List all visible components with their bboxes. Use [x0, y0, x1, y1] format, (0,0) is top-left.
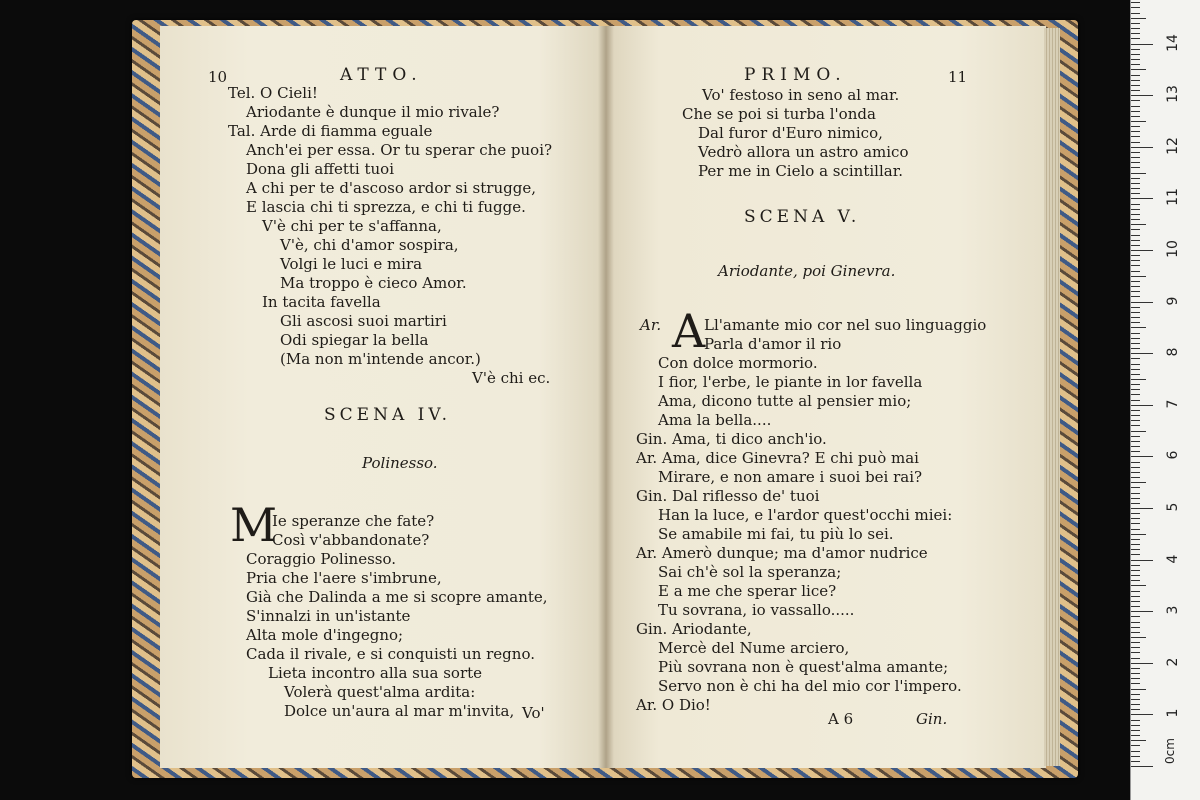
- ruler-tick: [1131, 751, 1140, 752]
- ruler-tick: [1131, 317, 1140, 318]
- ruler-tick: [1131, 312, 1140, 313]
- ruler-tick: [1131, 384, 1140, 385]
- verse-line: Che se poi si turba l'onda: [682, 105, 876, 123]
- verse-line: Gin. Ama, ti dico anch'io.: [636, 430, 827, 448]
- ruler-number: 2: [1165, 657, 1181, 667]
- ruler-tick: [1131, 761, 1140, 762]
- ruler-tick: [1131, 358, 1140, 359]
- ruler-tick: [1131, 493, 1140, 494]
- ruler-tick: [1131, 467, 1140, 468]
- ruler-tick: [1131, 400, 1140, 401]
- verse-line: Con dolce mormorio.: [658, 354, 818, 372]
- ruler-tick: [1131, 369, 1140, 370]
- ruler-tick: [1131, 730, 1140, 731]
- ruler-tick: [1131, 544, 1140, 545]
- ruler-tick: [1131, 668, 1140, 669]
- right-page: [606, 26, 1046, 768]
- ruler-tick: [1131, 271, 1140, 272]
- verse-line: Ll'amante mio cor nel suo linguaggio: [704, 316, 987, 334]
- ruler-tick: [1131, 281, 1140, 282]
- ruler-tick: [1131, 745, 1140, 746]
- verse-line: Gin. Ariodante,: [636, 620, 752, 638]
- verse-line: Ama la bella....: [658, 411, 772, 429]
- ruler-tick: [1131, 255, 1140, 256]
- ruler-tick: [1131, 38, 1140, 39]
- ruler-tick: [1131, 513, 1140, 514]
- ruler-tick: [1131, 374, 1140, 375]
- verse-line: Vedrò allora un astro amico: [698, 143, 909, 161]
- ruler-tick: [1131, 152, 1140, 153]
- ruler-tick: [1131, 33, 1140, 34]
- ruler-tick: [1131, 343, 1140, 344]
- verse-line: Coraggio Polinesso.: [246, 550, 396, 568]
- verse-line: Già che Dalinda a me si scopre amante,: [246, 588, 548, 606]
- verse-line: Gli ascosi suoi martiri: [280, 312, 447, 330]
- verse-line: Mirare, e non amare i suoi bei rai?: [658, 468, 923, 486]
- ruler-tick: [1131, 689, 1146, 690]
- ruler-number: [1165, 0, 1181, 3]
- ruler-tick: [1131, 353, 1153, 354]
- verse-line: Servo non è chi ha del mio cor l'impero.: [658, 677, 962, 695]
- ruler-tick: [1131, 714, 1153, 715]
- left-page: [160, 26, 606, 768]
- ruler-tick: [1131, 415, 1140, 416]
- ruler-tick: [1131, 167, 1140, 168]
- ruler-tick: [1131, 498, 1140, 499]
- verse-line: Ie speranze che fate?: [272, 512, 435, 530]
- scene-character: Polinesso.: [362, 454, 438, 472]
- ruler-tick: [1131, 529, 1140, 530]
- verse-line: Ma troppo è cieco Amor.: [280, 274, 467, 292]
- book-gutter: [598, 26, 614, 768]
- ruler-tick: [1131, 642, 1140, 643]
- ruler-tick: [1131, 121, 1146, 122]
- ruler-tick: [1131, 611, 1153, 612]
- ruler-tick: [1131, 622, 1140, 623]
- left-page-header: ATTO.: [340, 65, 423, 85]
- ruler-tick: [1131, 209, 1140, 210]
- ruler-tick: [1131, 389, 1140, 390]
- verse-line: Volgi le luci e mira: [280, 255, 423, 273]
- ruler-tick: [1131, 606, 1140, 607]
- ruler-tick: [1131, 709, 1140, 710]
- ruler-tick: [1131, 224, 1146, 225]
- drop-cap: A: [672, 304, 706, 358]
- verse-line: Tal. Arde di fiamma eguale: [228, 122, 433, 140]
- ruler-tick: [1131, 348, 1140, 349]
- verse-line: Odi spiegar la bella: [280, 331, 429, 349]
- ruler-tick: [1131, 580, 1140, 581]
- page-edges: [1044, 28, 1060, 766]
- ruler-tick: [1131, 658, 1140, 659]
- verse-line: Dolce un'aura al mar m'invita,: [284, 702, 515, 720]
- ruler-tick: [1131, 637, 1146, 638]
- verse-line: Cada il rivale, e si conquisti un regno.: [246, 645, 535, 663]
- ruler-tick: [1131, 307, 1140, 308]
- ruler-tick: [1131, 591, 1140, 592]
- verse-line: In tacita favella: [262, 293, 381, 311]
- verse-line: V'è, chi d'amor sospira,: [280, 236, 459, 254]
- ruler-tick: [1131, 193, 1140, 194]
- ruler-tick: [1131, 245, 1140, 246]
- ruler-tick: [1131, 420, 1140, 421]
- ruler-tick: [1131, 219, 1140, 220]
- ruler-tick: [1131, 173, 1146, 174]
- ruler-tick: [1131, 204, 1140, 205]
- ruler-tick: [1131, 116, 1140, 117]
- verse-line: Così v'abbandonate?: [272, 531, 430, 549]
- ruler-number: 1: [1165, 708, 1181, 718]
- ruler-tick: [1131, 18, 1146, 19]
- ruler-tick: [1131, 379, 1146, 380]
- ruler-tick: [1131, 694, 1140, 695]
- ruler-tick: [1131, 632, 1140, 633]
- ruler-tick: [1131, 549, 1140, 550]
- ruler-tick: [1131, 90, 1140, 91]
- verse-line: Dona gli affetti tuoi: [246, 160, 395, 178]
- ruler-tick: [1131, 260, 1140, 261]
- ruler-tick: [1131, 28, 1140, 29]
- verse-line: Per me in Cielo a scintillar.: [698, 162, 903, 180]
- ruler-tick: [1131, 766, 1153, 767]
- ruler-tick: [1131, 59, 1140, 60]
- verse-line: V'è chi per te s'affanna,: [262, 217, 442, 235]
- ruler-tick: [1131, 735, 1140, 736]
- ruler-tick: [1131, 487, 1140, 488]
- verse-line: Volerà quest'alma ardita:: [284, 683, 476, 701]
- ruler-tick: [1131, 503, 1140, 504]
- ruler-tick: [1131, 106, 1140, 107]
- ruler-tick: [1131, 678, 1140, 679]
- drop-cap: M: [230, 498, 278, 552]
- verse-line: A chi per te d'ascoso ardor si strugge,: [246, 179, 536, 197]
- ruler-tick: [1131, 652, 1140, 653]
- ruler-number: 4: [1165, 554, 1181, 564]
- ruler-tick: [1131, 518, 1140, 519]
- ruler-tick: [1131, 302, 1153, 303]
- verse-line: Tel. O Cieli!: [228, 84, 318, 102]
- ruler-tick: [1131, 286, 1140, 287]
- ruler-tick: [1131, 570, 1140, 571]
- scene-title: SCENA V.: [744, 207, 861, 227]
- ruler-tick: [1131, 575, 1140, 576]
- ruler-tick: [1131, 80, 1140, 81]
- verse-line: Più sovrana non è quest'alma amante;: [658, 658, 949, 676]
- verse-line: Ar. Amerò dunque; ma d'amor nudrice: [636, 544, 928, 562]
- ruler-tick: [1131, 425, 1140, 426]
- catchword: Vo': [522, 704, 545, 722]
- ruler-tick: [1131, 75, 1140, 76]
- ruler-tick: [1131, 111, 1140, 112]
- ruler-tick: [1131, 720, 1140, 721]
- ruler-number: 13: [1165, 85, 1181, 104]
- ruler-tick: [1131, 647, 1140, 648]
- ruler-tick: [1131, 250, 1153, 251]
- ruler-tick: [1131, 183, 1140, 184]
- verse-line: Alta mole d'ingegno;: [246, 626, 404, 644]
- verse-line: Gin. Dal riflesso de' tuoi: [636, 487, 820, 505]
- ruler-tick: [1131, 446, 1140, 447]
- verse-line: Pria che l'aere s'imbrune,: [246, 569, 442, 587]
- ruler-tick: [1131, 291, 1140, 292]
- verse-line: E a me che sperar lice?: [658, 582, 837, 600]
- ruler-number: 11: [1165, 188, 1181, 207]
- ruler-tick: [1131, 441, 1140, 442]
- ruler-tick: [1131, 565, 1140, 566]
- ruler-tick: [1131, 394, 1140, 395]
- verse-line: Parla d'amor il rio: [704, 335, 842, 353]
- ruler-tick: [1131, 162, 1140, 163]
- verse-line: S'innalzi in un'istante: [246, 607, 411, 625]
- ruler-tick: [1131, 131, 1140, 132]
- ruler-tick: [1131, 472, 1140, 473]
- ruler-number: 8: [1165, 347, 1181, 357]
- ruler-tick: [1131, 663, 1153, 664]
- ruler-tick: [1131, 2, 1140, 3]
- ruler-number: 10: [1165, 240, 1181, 258]
- ruler-tick: [1131, 188, 1140, 189]
- ruler-tick: [1131, 451, 1140, 452]
- verse-line: Han la luce, e l'ardor quest'occhi miei:: [658, 506, 953, 524]
- ruler-tick: [1131, 64, 1140, 65]
- verse-line: Ariodante è dunque il mio rivale?: [246, 103, 500, 121]
- ruler-tick: [1131, 364, 1140, 365]
- ruler-tick: [1131, 508, 1153, 509]
- speaker-label: Ar.: [640, 316, 662, 334]
- ruler-number: 3: [1165, 605, 1181, 615]
- ruler-tick: [1131, 100, 1140, 101]
- ruler-tick: [1131, 322, 1140, 323]
- ruler-tick: [1131, 560, 1153, 561]
- verse-line: Vo' festoso in seno al mar.: [702, 86, 900, 104]
- ruler-number: 14: [1165, 33, 1181, 52]
- right-page-number: 11: [948, 68, 968, 86]
- ruler-tick: [1131, 405, 1153, 406]
- ruler-tick: [1131, 13, 1140, 14]
- ruler-tick: [1131, 265, 1140, 266]
- ruler-tick: [1131, 539, 1140, 540]
- ruler-tick: [1131, 596, 1140, 597]
- ruler-tick: [1131, 126, 1140, 127]
- verse-line: Dal furor d'Euro nimico,: [698, 124, 883, 142]
- ruler-tick: [1131, 431, 1146, 432]
- ruler-number: 9: [1165, 296, 1181, 306]
- ruler-tick: [1131, 49, 1140, 50]
- scene-title: SCENA IV.: [324, 405, 452, 425]
- verse-line: Se amabile mi fai, tu più lo sei.: [658, 525, 894, 543]
- ruler-tick: [1131, 136, 1140, 137]
- ruler-tick: [1131, 214, 1140, 215]
- ruler-tick: [1131, 142, 1140, 143]
- ruler-tick: [1131, 276, 1146, 277]
- verse-line: Ama, dicono tutte al pensier mio;: [658, 392, 912, 410]
- ruler-number: 6: [1165, 450, 1181, 460]
- ruler-tick: [1131, 410, 1140, 411]
- ruler-tick: [1131, 95, 1153, 96]
- ruler-tick: [1131, 54, 1140, 55]
- ruler-number: 12: [1165, 136, 1181, 155]
- ruler-tick: [1131, 157, 1140, 158]
- ruler-tick: [1131, 229, 1140, 230]
- ruler-tick: [1131, 534, 1146, 535]
- ruler-tick: [1131, 333, 1140, 334]
- verse-line: I fior, l'erbe, le piante in lor favella: [658, 373, 923, 391]
- ruler-tick: [1131, 477, 1140, 478]
- verse-line: Anch'ei per essa. Or tu sperar che puoi?: [246, 141, 553, 159]
- ruler-tick: [1131, 756, 1140, 757]
- verse-line: Lieta incontro alla sua sorte: [268, 664, 483, 682]
- ruler-tick: [1131, 436, 1140, 437]
- ruler-tick: [1131, 585, 1146, 586]
- ruler-tick: [1131, 338, 1140, 339]
- verse-line: Ar. O Dio!: [636, 696, 711, 714]
- signature-mark: A 6: [828, 710, 854, 728]
- ruler-tick: [1131, 327, 1146, 328]
- ruler-tick: [1131, 462, 1140, 463]
- measurement-ruler: [1130, 0, 1200, 800]
- catchword: Gin.: [916, 710, 948, 728]
- ruler-tick: [1131, 198, 1153, 199]
- ruler-tick: [1131, 235, 1140, 236]
- verse-line: V'è chi ec.: [472, 369, 551, 387]
- ruler-tick: [1131, 456, 1153, 457]
- ruler-unit: 0cm: [1162, 738, 1177, 764]
- ruler-tick: [1131, 296, 1140, 297]
- ruler-tick: [1131, 683, 1140, 684]
- ruler-tick: [1131, 482, 1146, 483]
- ruler-tick: [1131, 178, 1140, 179]
- verse-line: Tu sovrana, io vassallo.....: [658, 601, 855, 619]
- ruler-tick: [1131, 23, 1140, 24]
- ruler-tick: [1131, 616, 1140, 617]
- ruler-tick: [1131, 147, 1153, 148]
- ruler-tick: [1131, 601, 1140, 602]
- ruler-tick: [1131, 7, 1140, 8]
- ruler-tick: [1131, 44, 1153, 45]
- ruler-tick: [1131, 69, 1146, 70]
- verse-line: (Ma non m'intende ancor.): [280, 350, 481, 368]
- left-page-number: 10: [208, 68, 228, 86]
- ruler-tick: [1131, 673, 1140, 674]
- ruler-tick: [1131, 699, 1140, 700]
- ruler-tick: [1131, 725, 1140, 726]
- verse-line: E lascia chi ti sprezza, e chi ti fugge.: [246, 198, 526, 216]
- ruler-tick: [1131, 240, 1140, 241]
- verse-line: Sai ch'è sol la speranza;: [658, 563, 842, 581]
- ruler-tick: [1131, 704, 1140, 705]
- ruler-tick: [1131, 523, 1140, 524]
- right-page-header: PRIMO.: [744, 65, 847, 85]
- ruler-tick: [1131, 740, 1146, 741]
- ruler-number: 7: [1165, 399, 1181, 409]
- ruler-number: 5: [1165, 502, 1181, 512]
- ruler-tick: [1131, 627, 1140, 628]
- ruler-tick: [1131, 554, 1140, 555]
- scene-character: Ariodante, poi Ginevra.: [718, 262, 896, 280]
- ruler-tick: [1131, 85, 1140, 86]
- verse-line: Ar. Ama, dice Ginevra? E chi può mai: [636, 449, 919, 467]
- verse-line: Mercè del Nume arciero,: [658, 639, 850, 657]
